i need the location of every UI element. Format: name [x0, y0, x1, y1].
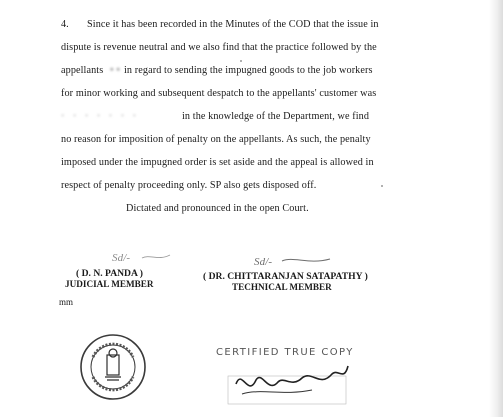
- paragraph-line-5: in the knowledge of the Department, we find: [182, 111, 370, 122]
- paragraph-line-6: no reason for imposition of penalty on the appellants. As such, the penalty: [61, 134, 371, 145]
- paragraph-line-7: imposed under the impugned order is set aside and the appeal is allowed in: [61, 157, 374, 168]
- paragraph-line-8: respect of penalty proceeding only. SP also gets disposed off.: [61, 180, 317, 191]
- judicial-member-name: ( D. N. PANDA ): [76, 268, 143, 279]
- judicial-signature-sd: Sd/-: [112, 252, 131, 264]
- certifying-signature-stroke: [222, 358, 352, 408]
- paragraph-line-1: Since it has been recorded in the Minutes of the COD that the issue in: [87, 19, 379, 30]
- scan-speck: [381, 185, 383, 187]
- technical-signature-stroke: [254, 252, 334, 268]
- technical-member-name: ( DR. CHITTARANJAN SATAPATHY ): [203, 271, 368, 282]
- paragraph-line-2: dispute is revenue neutral and we also find that the practice followed by the: [61, 42, 377, 53]
- paragraph-number: 4.: [61, 19, 69, 30]
- page-edge-shadow: [489, 0, 503, 417]
- technical-signature-sd: Sd/-: [254, 256, 273, 268]
- paragraph-line-3a: appellants: [61, 65, 104, 76]
- scan-speck: [240, 60, 242, 62]
- paragraph-line-4: for minor working and subsequent despatch to the appellants' customer was: [61, 88, 377, 99]
- dictation-line: Dictated and pronounced in the open Court.: [126, 203, 309, 214]
- judicial-member-title: JUDICIAL MEMBER: [65, 279, 154, 289]
- typist-initials: mm: [59, 297, 74, 307]
- certified-true-copy-stamp: CERTIFIED TRUE COPY: [216, 347, 354, 358]
- redacted-text: · · · · · · ·: [61, 111, 140, 122]
- court-seal-icon: [79, 333, 147, 401]
- technical-member-title: TECHNICAL MEMBER: [232, 282, 332, 292]
- redacted-text: • •: [110, 65, 120, 76]
- judicial-signature-stroke: [112, 249, 172, 265]
- paragraph-line-3b: in regard to sending the impugned goods to the job workers: [124, 65, 373, 76]
